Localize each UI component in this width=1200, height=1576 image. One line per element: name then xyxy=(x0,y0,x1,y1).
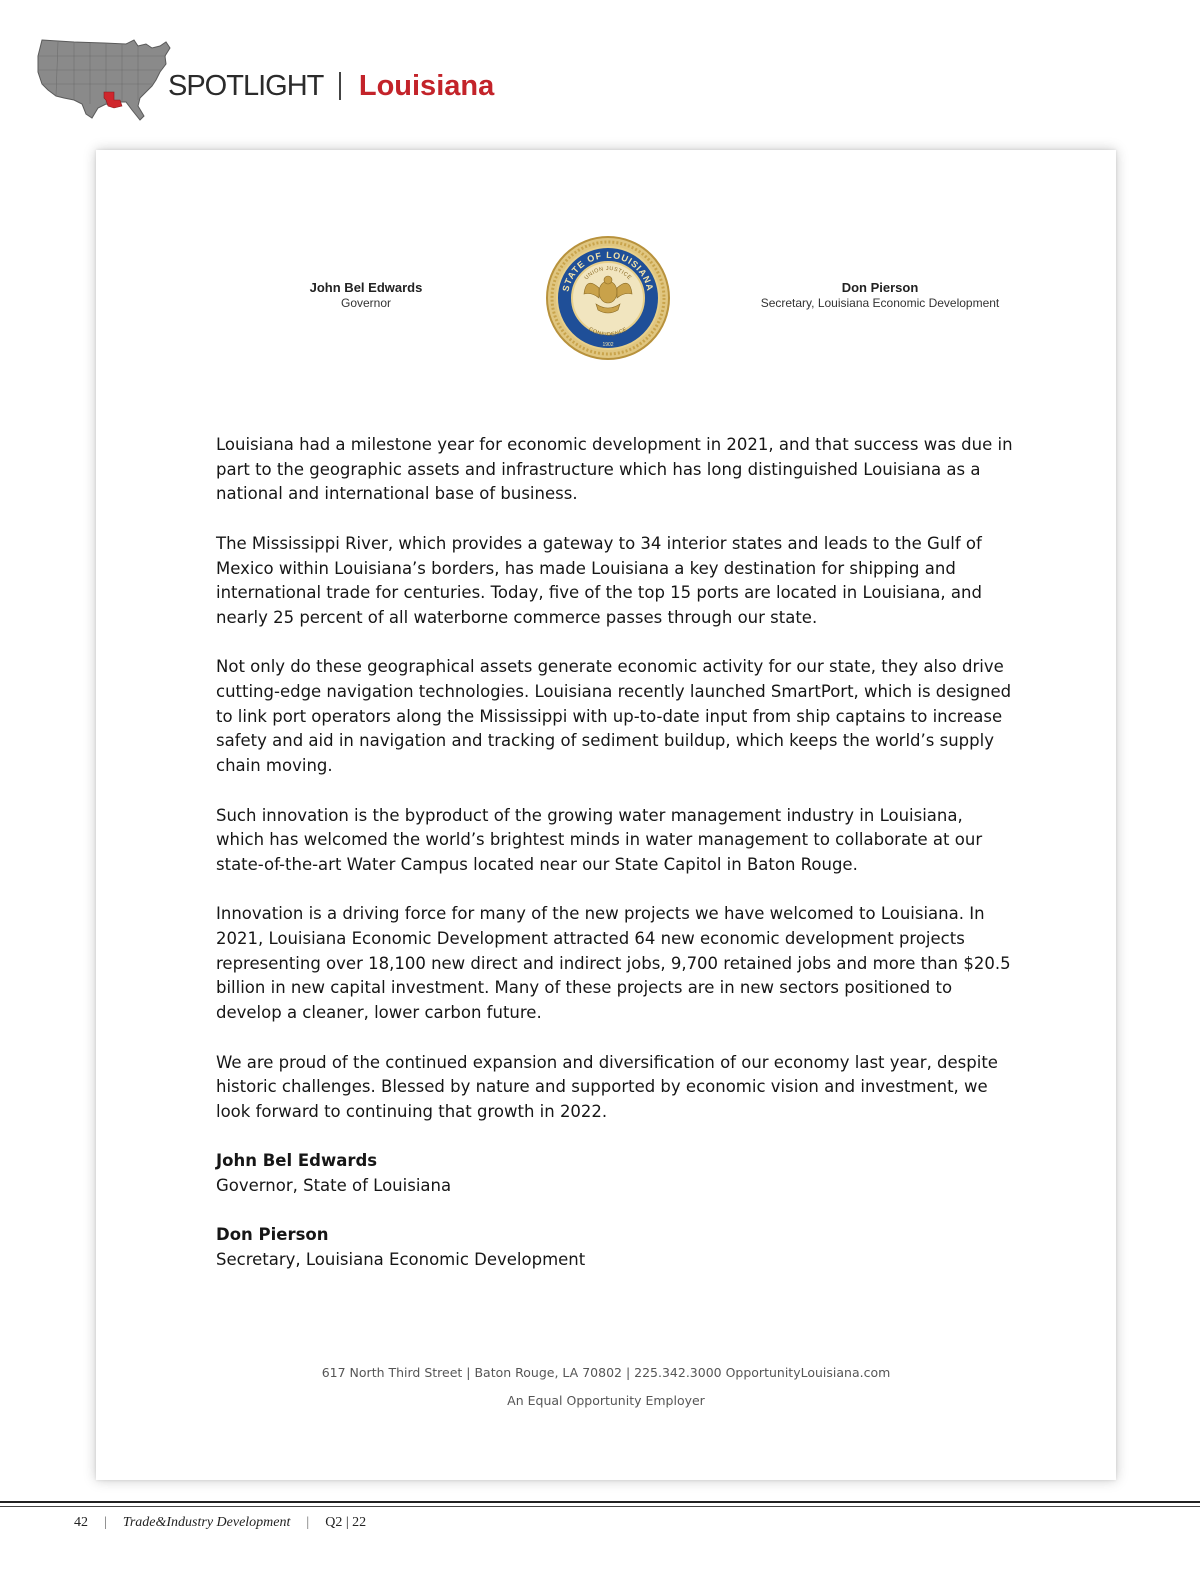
state-name: Louisiana xyxy=(358,69,495,102)
spotlight-header xyxy=(168,66,494,106)
signature-title: Governor, State of Louisiana xyxy=(216,1176,452,1195)
governor-name: John Bel Edwards xyxy=(309,280,423,295)
secretary-name: Don Pierson xyxy=(841,280,919,295)
footer-rule-thin xyxy=(0,1506,1200,1507)
governor-title: Governor xyxy=(340,296,392,310)
letter-body xyxy=(216,433,1016,1297)
letter-footer-equal-opportunity: An Equal Opportunity Employer xyxy=(507,1393,705,1408)
letter-page xyxy=(96,150,1116,1480)
letter-footer-address: 617 North Third Street | Baton Rouge, LA 70802 | 225.342.3000 OpportunityLouisiana.com xyxy=(321,1365,891,1380)
paragraph-3: Not only do these geographical assets generate economic activity for our state, they also drive cutting-edge navigation technologies. Louisiana recently launched SmartPort, which is designed to link port operators along the Mississippi with up-to-date input from ship captains to increase safety and aid in navigation and tracking of sediment buildup, which keeps the world’s supply chain moving. xyxy=(216,657,1012,776)
page-number: 42 xyxy=(74,1515,88,1530)
state-seal-icon xyxy=(546,236,670,360)
us-map-icon xyxy=(34,34,174,126)
spotlight-label: SPOTLIGHT xyxy=(168,69,324,102)
seal-text-inner: UNION JUSTICE xyxy=(583,265,633,282)
secretary-title: Secretary, Louisiana Economic Development xyxy=(760,296,1000,310)
paragraph-5: Innovation is a driving force for many of the new projects we have welcomed to Louisiana. In 2021, Louisiana Economic Development attracted 64 new economic development projects representing over 18,100 new direct and indirect jobs, 9,700 retained jobs and more than $20.5 billion in new capital investment. Many of these projects are in new sectors positioned to develop a cleaner, lower carbon future. xyxy=(216,904,1011,1023)
seal-text-top: STATE OF LOUISIANA xyxy=(560,249,656,293)
letterhead-governor xyxy=(286,280,446,311)
signature-name: Don Pierson xyxy=(216,1225,329,1245)
footer-divider: | xyxy=(104,1515,107,1530)
seal-text-bottom: CONFIDENCE xyxy=(587,326,629,339)
issue-label: Q2 | 22 xyxy=(325,1515,367,1530)
header-divider xyxy=(339,72,341,100)
signature-governor xyxy=(216,1149,1016,1198)
footer-rule xyxy=(0,1501,1200,1503)
page-footer xyxy=(74,1514,366,1532)
seal-year: 1902 xyxy=(602,342,614,348)
letterhead-secretary xyxy=(746,280,1014,311)
paragraph-2: The Mississippi River, which provides a gateway to 34 interior states and leads to the Gulf of Mexico within Louisiana’s borders, has made Louisiana a key destination for shipping and international trade for centuries. Today, five of the top 15 ports are located in Louisiana, and nearly 25 percent of all waterborne commerce passes through our state. xyxy=(216,533,982,627)
magazine-name: Trade&Industry Development xyxy=(122,1515,291,1530)
paragraph-1: Louisiana had a milestone year for economic development in 2021, and that success was due in part to the geographic assets and infrastructure which has long distinguished Louisiana as a national and international base of business. xyxy=(216,435,1013,504)
paragraph-4: Such innovation is the byproduct of the growing water management industry in Louisiana, which has welcomed the world’s brightest minds in water management to collaborate at our state-of-the-art Water Campus located near our State Capitol in Baton Rouge. xyxy=(216,805,983,874)
footer-divider: | xyxy=(306,1515,310,1530)
signature-name: John Bel Edwards xyxy=(216,1151,378,1171)
paragraph-6: We are proud of the continued expansion and diversification of our economy last year, despite historic challenges. Blessed by nature and supported by economic vision and investment, we look forward to continuing that growth in 2022. xyxy=(216,1052,998,1121)
signature-title: Secretary, Louisiana Economic Development xyxy=(216,1250,586,1270)
signature-secretary xyxy=(216,1223,1016,1272)
